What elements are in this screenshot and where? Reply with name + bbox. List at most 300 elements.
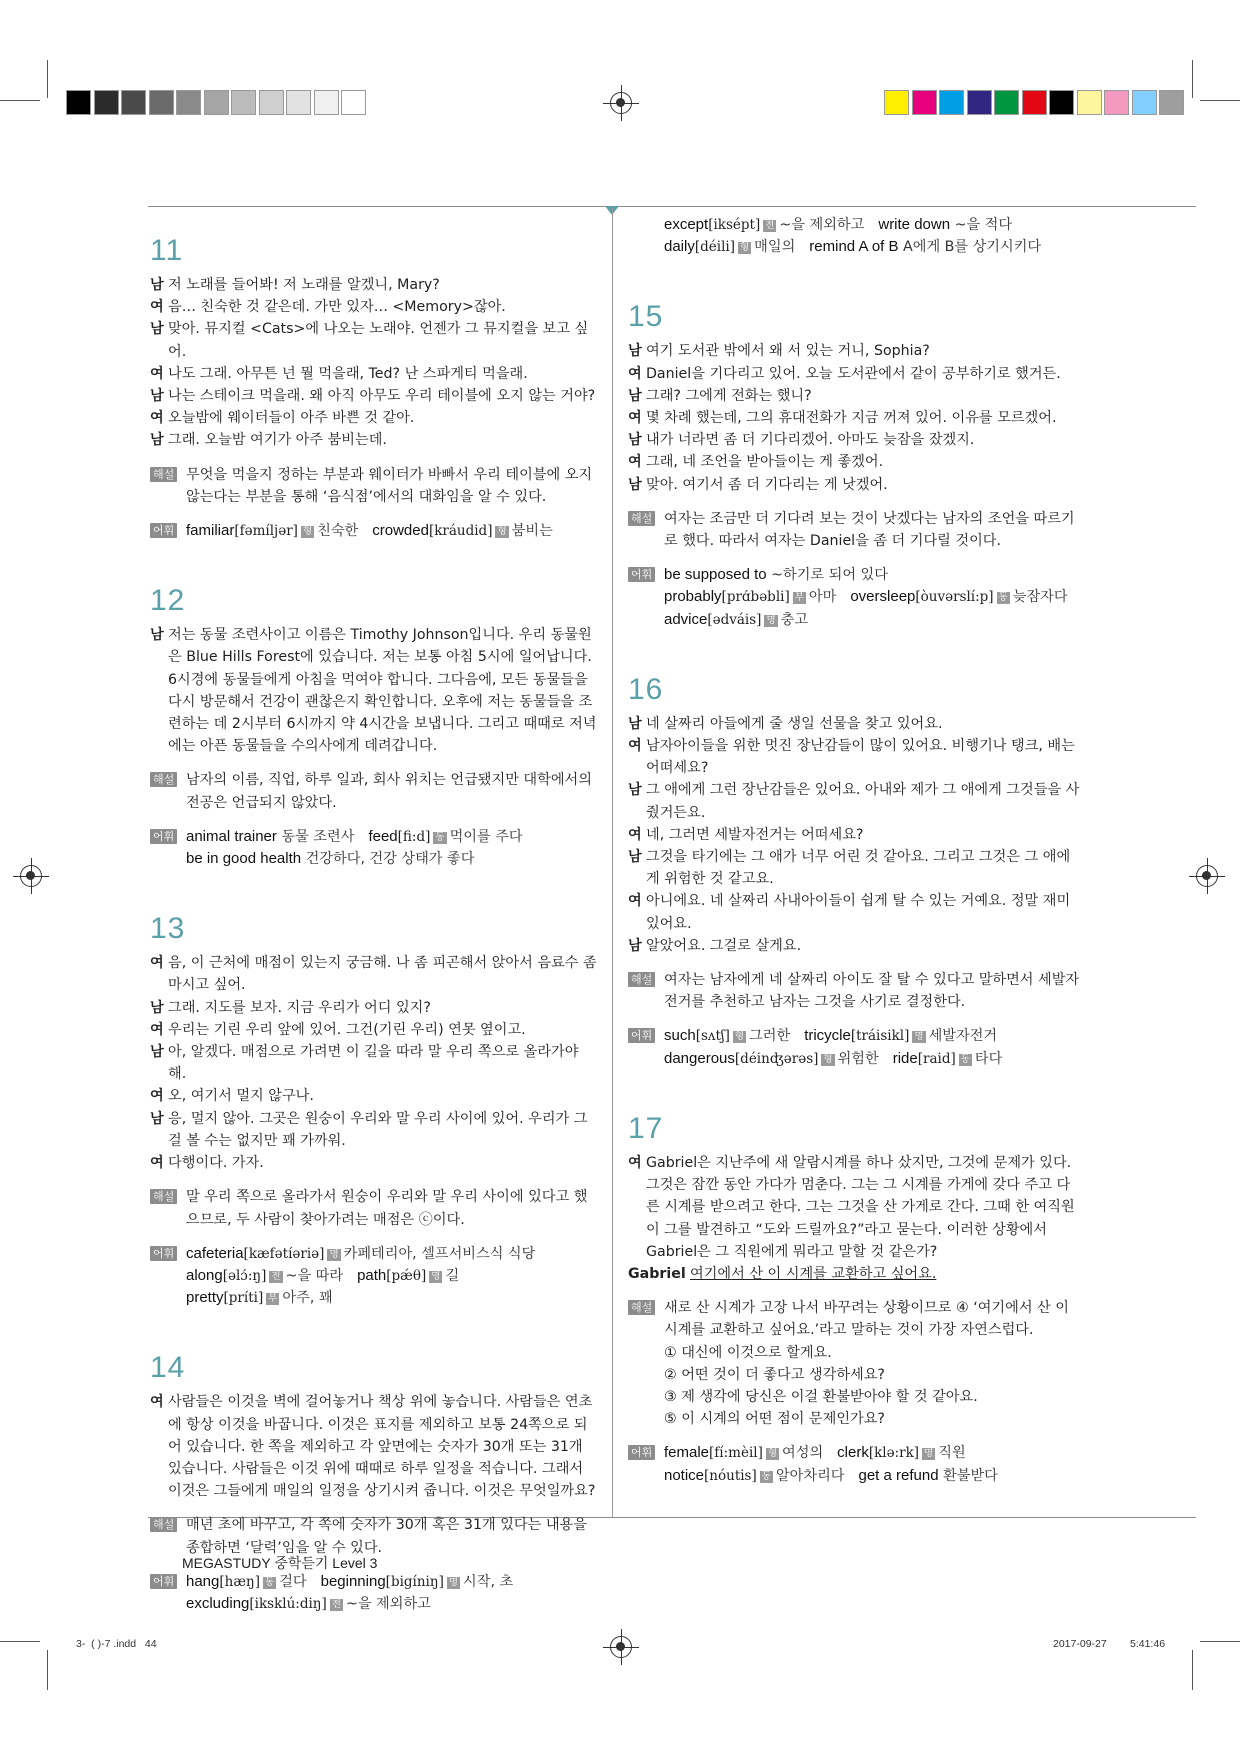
vocab-pronunciation: [prɑ́bəbli] xyxy=(721,589,790,606)
dialogue-text: 나는 스테이크 먹을래. 왜 아직 아무도 우리 테이블에 오지 않는 거야? xyxy=(168,388,596,405)
question-number: 15 xyxy=(628,300,664,334)
vocab-word: animal trainer xyxy=(186,827,277,845)
part-of-speech-badge: 형 xyxy=(767,1448,778,1460)
color-swatch xyxy=(121,90,146,115)
color-swatch xyxy=(259,90,284,115)
answer-line xyxy=(628,1263,1080,1285)
color-swatch xyxy=(939,90,964,115)
registration-mark-icon xyxy=(20,865,42,887)
explanation xyxy=(150,1186,598,1230)
vocab-meaning: 세발자전거 xyxy=(928,1028,998,1045)
dialogue-line xyxy=(628,890,1080,934)
vocab-meaning: A에게 B를 상기시키다 xyxy=(903,239,1042,256)
color-swatch xyxy=(149,90,174,115)
dialogue-line xyxy=(628,935,1080,957)
spacer xyxy=(628,496,1080,508)
vocab-meaning: 매일의 xyxy=(754,239,796,256)
vocab-meaning: 직원 xyxy=(938,1445,966,1462)
vocab-tag: 어휘 xyxy=(628,567,655,582)
dialogue-text: 알았어요. 그걸로 살게요. xyxy=(646,937,802,954)
vocab-row xyxy=(664,214,1080,236)
vocab-meaning: 아마 xyxy=(808,589,837,606)
vocab-pronunciation: [tráisikl] xyxy=(850,1028,910,1045)
speaker-label: 남 xyxy=(150,321,164,338)
vocab-meaning: 늦잠자다 xyxy=(1012,589,1068,606)
color-swatch xyxy=(1077,90,1102,115)
vocab-meaning: ~을 적다 xyxy=(954,217,1013,233)
speaker-label: 여 xyxy=(628,738,642,755)
vocab-meaning: 걸다 xyxy=(279,1573,307,1590)
dialogue-text: 몇 차례 했는데, 그의 휴대전화가 지금 꺼져 있어. 이유를 모르겠어. xyxy=(646,410,1057,427)
explanation-text: 남자의 이름, 직업, 하루 일과, 회사 위치는 언급됐지만 대학에서의 전공은 언급되지 않았다. xyxy=(186,772,592,811)
dialogue-text: 응, 멀지 않아. 그곳은 원숭이 우리와 말 우리 사이에 있어. 우리가 그걸 볼 수는 없지만 꽤 가까워. xyxy=(168,1110,588,1149)
speaker-label: 남 xyxy=(628,343,642,360)
color-swatch xyxy=(967,90,992,115)
part-of-speech-badge: 부 xyxy=(794,592,804,604)
vocab-block xyxy=(150,520,598,542)
vocab-pronunciation: [əlɔ́:ŋ] xyxy=(222,1267,267,1284)
vocab-pronunciation: [hæŋ] xyxy=(219,1573,260,1590)
dialogue-text: 여기 도서관 밖에서 왜 서 있는 거니, Sophia? xyxy=(646,343,930,360)
part-of-speech-badge: 명 xyxy=(914,1031,924,1043)
vocab-meaning: 그러한 xyxy=(749,1028,791,1045)
speaker-label: 여 xyxy=(150,365,164,382)
part-of-speech-badge: 형 xyxy=(739,242,750,254)
explanation-text: 여자는 조금만 더 기다려 보는 것이 낫겠다는 남자의 조언을 따르기로 했다. 따라서 여자는 Daniel을 좀 더 기다릴 것이다. xyxy=(664,510,1075,550)
dialogue-text: 오, 여기서 멀지 않구나. xyxy=(168,1088,314,1105)
vocab-meaning: 친숙한 xyxy=(317,523,359,540)
explanation-tag: 해설 xyxy=(628,972,655,987)
speaker-label: 여 xyxy=(628,454,642,471)
slug-date: 2017-09-27 xyxy=(1053,1638,1107,1650)
dialogue-line xyxy=(150,385,598,407)
dialogue-text: 그것을 타기에는 그 애가 너무 어린 것 같아요. 그리고 그것은 그 애에게 위험한 것 같고요. xyxy=(646,849,1071,888)
speaker-label: 남 xyxy=(150,1044,164,1061)
vocab-word: pretty xyxy=(186,1289,224,1307)
spacer xyxy=(150,1174,598,1186)
color-swatch xyxy=(341,90,366,115)
spacer xyxy=(150,1502,598,1514)
dialogue-line xyxy=(150,1085,598,1107)
crop-mark xyxy=(47,60,48,98)
speaker-label: 남 xyxy=(628,476,642,493)
vocab-word: write down xyxy=(878,216,951,233)
dialogue-line xyxy=(150,363,598,385)
dialogue-line xyxy=(150,429,598,451)
column-divider xyxy=(612,207,613,1517)
part-of-speech-badge: 형 xyxy=(734,1031,745,1043)
vocab-word: tricycle xyxy=(804,1027,851,1045)
dialogue-text: 음… 친숙한 것 같은데. 가만 있자… <Memory>잖아. xyxy=(168,299,506,316)
color-swatch xyxy=(94,90,119,115)
dialogue-text: 그래? 그에게 전화는 했니? xyxy=(646,387,812,404)
vocab-tag: 어휘 xyxy=(150,829,177,844)
question-number: 11 xyxy=(150,234,184,267)
dialogue-text: 맞아. 뮤지컬 <Cats>에 나오는 노래야. 언젠가 그 뮤지컬을 보고 싶어. xyxy=(168,321,589,360)
dialogue-text: Gabriel은 지난주에 새 알람시계를 하나 샀지만, 그것에 문제가 있다. 그것은 잠깐 동안 가다가 멈춘다. 그는 그 시계를 가게에 갖다 주고 다른 시계를 받으려고 한다. 그는 그것을 산 가게로 간다. 그때 한 여직원이 그를 발견하고 “도와 드릴까요?”라고 묻는다. 이러한 상황에서 Gabriel은 그 직원에게 뭐라고 말할 것 같은가? xyxy=(646,1154,1075,1260)
vocab-word: daily xyxy=(664,238,695,256)
part-of-speech-badge: 동 xyxy=(761,1470,771,1482)
vocab-pronunciation: [iksépt] xyxy=(708,217,761,233)
explanation-tag: 해설 xyxy=(628,511,655,526)
vocab-meaning: ~하기로 되어 있다 xyxy=(771,567,888,584)
vocab-row xyxy=(186,1593,598,1615)
explanation xyxy=(628,969,1080,1013)
dialogue-line xyxy=(628,363,1080,385)
explanation-tag: 해설 xyxy=(628,1300,655,1315)
dialogue-text: 아, 알겠다. 매점으로 가려면 이 길을 따라 말 우리 쪽으로 올라가야 해. xyxy=(168,1044,579,1083)
explanation-text: 무엇을 먹을지 정하는 부분과 웨이터가 바빠서 우리 테이블에 오지 않는다는 부분을 통해 ‘음식점’에서의 대화임을 알 수 있다. xyxy=(186,466,593,505)
part-of-speech-badge: 명 xyxy=(766,614,776,626)
vocab-row xyxy=(186,848,598,870)
part-of-speech-badge: 명 xyxy=(329,1248,339,1260)
vocab-word: path xyxy=(357,1266,387,1284)
speaker-label: 여 xyxy=(150,1088,164,1105)
spacer xyxy=(628,1430,1080,1442)
speaker-label: 남 xyxy=(628,432,642,449)
speaker-label: 남 xyxy=(628,387,642,404)
dialogue-line xyxy=(628,1152,1080,1263)
explanation xyxy=(628,508,1080,552)
dialogue-text: Daniel을 기다리고 있어. 오늘 도서관에서 같이 공부하기로 했거든. xyxy=(646,365,1061,382)
answer-choice: ② 어떤 것이 더 좋다고 생각하세요? xyxy=(664,1366,885,1383)
dialogue-text: 저 노래를 들어봐! 저 노래를 알겠니, Mary? xyxy=(168,277,440,293)
vocab-row xyxy=(664,1025,1080,1047)
vocab-meaning: 타다 xyxy=(974,1050,1003,1067)
vocab-word: cafeteria xyxy=(186,1244,244,1262)
part-of-speech-badge: 동 xyxy=(435,831,445,843)
vocab-block xyxy=(150,1571,598,1615)
speaker-label: 남 xyxy=(150,627,164,644)
spacer xyxy=(628,258,1080,300)
vocab-meaning: ~을 제외하고 xyxy=(779,217,865,233)
vocab-tag: 어휘 xyxy=(150,1246,177,1261)
part-of-speech-badge: 전 xyxy=(765,220,775,231)
explanation-text: 새로 산 시계가 고장 나서 바꾸려는 상황이므로 ④ ‘여기에서 산 이 시계를 교환하고 싶어요.’라고 말하는 것이 가장 자연스럽다. xyxy=(664,1300,1069,1339)
speaker-label: 여 xyxy=(628,893,642,910)
color-swatch xyxy=(1022,90,1047,115)
explanation-text: 여자는 남자에게 네 살짜리 아이도 잘 탈 수 있다고 말하면서 세발자전거를 추천하고 남자는 그것을 사기로 결정한다. xyxy=(664,972,1080,1011)
speaker-label: 여 xyxy=(150,955,164,972)
vocab-pronunciation: [déinʤərəs] xyxy=(734,1050,819,1067)
top-rule xyxy=(148,206,1196,207)
part-of-speech-badge: 전 xyxy=(331,1598,341,1610)
color-swatch xyxy=(912,90,937,115)
vocab-word: except xyxy=(664,216,709,233)
vocab-word: clerk xyxy=(837,1444,869,1462)
spacer xyxy=(628,631,1080,673)
vocab-word: familiar xyxy=(186,522,235,540)
vocab-block xyxy=(150,1243,598,1310)
vocab-word: get a refund xyxy=(858,1466,939,1484)
dialogue-line xyxy=(628,735,1080,779)
answer-text: 여기에서 산 이 시계를 교환하고 싶어요. xyxy=(690,1265,937,1282)
crop-mark xyxy=(1200,100,1240,101)
explanation-tag: 해설 xyxy=(150,772,177,787)
vocab-meaning: ~을 따라 xyxy=(285,1267,344,1284)
vocab-meaning: 충고 xyxy=(780,611,809,628)
speaker-label: 여 xyxy=(150,299,164,316)
dialogue-line xyxy=(150,624,598,757)
part-of-speech-badge: 형 xyxy=(823,1053,833,1065)
dialogue-line xyxy=(150,1152,598,1174)
slug-file: 3- ( )-7 .indd 44 xyxy=(76,1638,157,1650)
dialogue-text: 저는 동물 조련사이고 이름은 Timothy Johnson입니다. 우리 동물원은 Blue Hills Forest에 있습니다. 저는 보통 아침 5시에 일어납니다. 6시경에 동물들에게 아침을 먹여야 합니다. 그다음에, 모든 동물들을 다시 방문해서 건강이 괜찮은지 확인합니다. 오후에 저는 동물들을 조련하는 데 2시부터 6시까지 약 4시간을 보냅니다. 그리고 때때로 저녁에는 아픈 동물들을 수의사에게 데려갑니다. xyxy=(168,627,597,755)
vocab-row xyxy=(664,236,1080,258)
dialogue-line xyxy=(628,340,1080,362)
color-swatch xyxy=(314,90,339,115)
speaker-label: Gabriel xyxy=(628,1265,686,1282)
dialogue-line xyxy=(150,296,598,318)
vocab-row xyxy=(186,1571,598,1593)
crop-mark xyxy=(1192,60,1193,98)
vocab-row xyxy=(664,564,1080,586)
speaker-label: 남 xyxy=(628,849,642,866)
dialogue-line xyxy=(628,779,1080,823)
vocab-word: ride xyxy=(892,1049,918,1067)
vocab-word: advice xyxy=(664,610,708,628)
color-swatch xyxy=(884,90,909,115)
vocab-word: be supposed to xyxy=(664,566,767,584)
dialogue-text: 그래, 네 조언을 받아들이는 게 좋겠어. xyxy=(646,454,884,471)
part-of-speech-badge: 동 xyxy=(265,1576,275,1588)
dialogue-text: 그 애에게 그런 장난감들은 있어요. 아내와 제가 그 애에게 그것들을 사줬거든요. xyxy=(646,782,1080,821)
explanation-tag: 해설 xyxy=(150,1189,177,1204)
vocab-pronunciation: [bigíniŋ] xyxy=(385,1573,444,1590)
vocab-meaning: 동물 조련사 xyxy=(281,828,355,845)
vocab-pronunciation: [klə:rk] xyxy=(868,1445,920,1462)
vocab-row xyxy=(186,1287,598,1309)
vocab-row xyxy=(664,1465,1080,1487)
part-of-speech-badge: 동 xyxy=(998,592,1008,604)
speaker-label: 여 xyxy=(150,410,164,427)
speaker-label: 남 xyxy=(150,388,164,405)
slug-time: 5:41:46 xyxy=(1130,1638,1166,1650)
spacer xyxy=(150,542,598,584)
color-swatch xyxy=(176,90,201,115)
dialogue-line xyxy=(628,429,1080,451)
vocab-pronunciation: [fí:mèil] xyxy=(709,1445,763,1462)
explanation-tag: 해설 xyxy=(150,467,177,482)
vocab-pronunciation: [ədváis] xyxy=(707,611,762,628)
registration-mark-icon xyxy=(1196,865,1218,887)
spacer xyxy=(150,870,598,912)
spacer xyxy=(150,452,598,464)
continued-vocab xyxy=(628,214,1080,258)
vocab-meaning: 먹이를 주다 xyxy=(449,828,523,845)
vocab-meaning: ~을 제외하고 xyxy=(345,1595,431,1612)
answer-choice: ⑤ 이 시계의 어떤 점이 문제인가요? xyxy=(664,1411,885,1428)
crop-mark xyxy=(1192,1650,1193,1690)
vocab-word: dangerous xyxy=(664,1049,735,1067)
color-swatch xyxy=(994,90,1019,115)
dialogue-line xyxy=(628,407,1080,429)
speaker-label: 남 xyxy=(628,937,642,954)
color-swatch xyxy=(1104,90,1129,115)
right-column xyxy=(628,216,1080,1487)
vocab-pronunciation: [kráudid] xyxy=(428,523,493,540)
question-number: 12 xyxy=(150,584,186,618)
dialogue-text: 남자아이들을 위한 멋진 장난감들이 많이 있어요. 비행기나 탱크, 배는 어떠세요? xyxy=(646,738,1075,777)
vocab-meaning: 붐비는 xyxy=(511,523,553,540)
vocab-tag: 어휘 xyxy=(150,1574,177,1589)
vocab-pronunciation: [pǽθ] xyxy=(386,1267,427,1284)
dialogue-text: 음, 이 근처에 매점이 있는지 궁금해. 나 좀 피곤해서 앉아서 음료수 좀 마시고 싶어. xyxy=(168,955,597,994)
dialogue-text: 사람들은 이것을 벽에 걸어놓거나 책상 위에 놓습니다. 사람들은 연초에 항상 이것을 바꿉니다. 이것은 표지를 제외하고 보통 24쪽으로 되어 있습니다. 한 쪽을 제외하고 각 앞면에는 숫자가 30개 또는 31개 있습니다. 사람들은 이것 위에 때때로 하루 일정을 적습니다. 그래서 이것은 그들에게 매일의 일정을 상기시켜 줍니다. 이것은 무엇일까요? xyxy=(168,1394,596,1500)
vocab-meaning: 카페테리아, 셀프서비스식 식당 xyxy=(343,1245,536,1262)
part-of-speech-badge: 명 xyxy=(448,1576,459,1588)
speaker-label: 남 xyxy=(150,277,164,293)
spacer xyxy=(628,1013,1080,1025)
vocab-row xyxy=(186,520,598,542)
explanation-text: 말 우리 쪽으로 올라가서 원숭이 우리와 말 우리 사이에 있다고 했으므로, 두 사람이 찾아가려는 매점은 ⓒ이다. xyxy=(186,1189,588,1228)
color-swatch xyxy=(231,90,256,115)
explanation xyxy=(150,769,598,813)
dialogue-line xyxy=(628,824,1080,846)
spacer xyxy=(150,508,598,520)
color-swatch xyxy=(1132,90,1157,115)
vocab-meaning: 시작, 초 xyxy=(463,1573,514,1590)
vocab-meaning: 위험한 xyxy=(837,1050,879,1067)
vocab-word: female xyxy=(664,1444,710,1462)
vocab-meaning: 환불받다 xyxy=(943,1467,998,1484)
spacer xyxy=(150,757,598,769)
dialogue-line xyxy=(150,1019,598,1041)
vocab-row xyxy=(186,1265,598,1287)
dialogue-line xyxy=(150,952,598,996)
vocab-word: be in good health xyxy=(186,850,302,868)
color-swatch xyxy=(1049,90,1074,115)
vocab-meaning: 여성의 xyxy=(782,1445,824,1462)
vocab-pronunciation: [fi:d] xyxy=(397,828,431,845)
vocab-word: crowded xyxy=(372,522,429,540)
spacer xyxy=(150,1231,598,1243)
explanation xyxy=(628,1297,1080,1341)
dialogue-text: 아니에요. 네 살짜리 사내아이들이 쉽게 탈 수 있는 거예요. 정말 재미있어요. xyxy=(646,893,1071,932)
footer-book-title: MEGASTUDY 중학듣기 Level 3 xyxy=(182,1555,378,1571)
vocab-row xyxy=(186,826,598,848)
vocab-word: hang xyxy=(186,1572,220,1590)
speaker-label: 남 xyxy=(628,782,642,799)
vocab-row xyxy=(664,1048,1080,1070)
vocab-row xyxy=(664,586,1080,608)
speaker-label: 여 xyxy=(150,1155,164,1172)
dialogue-text: 그래. 오늘밤 여기가 아주 붐비는데. xyxy=(168,432,387,449)
answer-choice: ③ 제 생각에 당신은 이걸 환불받아야 할 것 같아요. xyxy=(664,1388,978,1405)
vocab-tag: 어휘 xyxy=(150,523,177,538)
vocab-block xyxy=(628,214,1080,258)
dialogue-text: 그래. 지도를 보자. 지금 우리가 어디 있지? xyxy=(168,999,431,1016)
speaker-label: 여 xyxy=(628,826,642,843)
vocab-word: beginning xyxy=(320,1572,386,1590)
vocab-pronunciation: [fəmíljər] xyxy=(234,523,298,540)
explanation xyxy=(150,464,598,508)
dialogue-line xyxy=(150,407,598,429)
dialogue-line xyxy=(628,713,1080,735)
vocab-pronunciation: [nóutis] xyxy=(704,1467,757,1484)
speaker-label: 여 xyxy=(150,1021,164,1038)
vocab-pronunciation: [òuvərslí:p] xyxy=(915,589,994,606)
vocab-pronunciation: [déili] xyxy=(694,239,735,256)
dialogue-text: 네 살짜리 아들에게 줄 생일 선물을 찾고 있어요. xyxy=(646,715,943,732)
dialogue-line xyxy=(150,318,598,362)
vocab-word: oversleep xyxy=(850,588,916,606)
dialogue-line xyxy=(628,846,1080,890)
part-of-speech-badge: 전 xyxy=(271,1270,281,1282)
dialogue-line xyxy=(628,474,1080,496)
question-number: 14 xyxy=(150,1351,186,1385)
vocab-word: feed xyxy=(368,827,398,845)
spacer xyxy=(150,1309,598,1351)
vocab-word: such xyxy=(664,1027,696,1045)
vocab-row xyxy=(664,609,1080,631)
dialogue-text: 맞아. 여기서 좀 더 기다리는 게 낫겠어. xyxy=(646,476,888,493)
dialogue-line xyxy=(150,997,598,1019)
left-column xyxy=(150,234,598,1615)
part-of-speech-badge: 형 xyxy=(497,526,507,538)
dialogue-line xyxy=(628,451,1080,473)
vocab-word: probably xyxy=(664,588,722,606)
vocab-row xyxy=(186,1243,598,1265)
dialogue-line xyxy=(150,1108,598,1152)
answer-choice: ① 대신에 이것으로 할게요. xyxy=(664,1344,832,1361)
dialogue-line xyxy=(150,1041,598,1085)
vocab-pronunciation: [kæfətíəriə] xyxy=(243,1245,325,1262)
dialogue-text: 우리는 기린 우리 앞에 있어. 그건(기린 우리) 연못 옆이고. xyxy=(168,1021,526,1038)
vocab-pronunciation: [príti] xyxy=(223,1290,264,1307)
vocab-block xyxy=(150,826,598,870)
vocab-tag: 어휘 xyxy=(628,1028,655,1043)
explanation-text: 매년 초에 바꾸고, 각 쪽에 숫자가 30개 혹은 31개 있다는 내용을 종합하면 ‘달력’임을 알 수 있다. xyxy=(186,1517,587,1556)
question-number: 16 xyxy=(628,672,664,706)
vocab-pronunciation: [sʌtʃ] xyxy=(695,1028,730,1045)
dialogue-line xyxy=(150,1391,598,1502)
dialogue-line xyxy=(150,274,598,296)
vocab-meaning: 길 xyxy=(445,1267,460,1284)
color-swatch xyxy=(1159,90,1184,115)
spacer xyxy=(628,552,1080,564)
registration-mark-icon xyxy=(610,92,632,114)
vocab-block xyxy=(628,1442,1080,1486)
speaker-label: 남 xyxy=(150,432,164,449)
crop-mark xyxy=(1200,1641,1240,1642)
vocab-meaning: 아주, 꽤 xyxy=(282,1290,333,1307)
vocab-row xyxy=(664,1442,1080,1464)
part-of-speech-badge: 부 xyxy=(268,1293,278,1305)
vocab-word: remind A of B xyxy=(809,238,899,256)
spacer xyxy=(628,1285,1080,1297)
color-swatch xyxy=(204,90,229,115)
spacer xyxy=(150,814,598,826)
color-swatch xyxy=(286,90,311,115)
speaker-label: 여 xyxy=(628,410,642,427)
speaker-label: 여 xyxy=(150,1394,164,1411)
speaker-label: 남 xyxy=(628,715,642,732)
question-number: 17 xyxy=(628,1111,664,1145)
dialogue-text: 네, 그러면 세발자전거는 어떠세요? xyxy=(646,826,864,843)
part-of-speech-badge: 동 xyxy=(960,1053,970,1065)
speaker-label: 남 xyxy=(150,1110,164,1127)
vocab-meaning: 건강하다, 건강 상태가 좋다 xyxy=(305,851,475,868)
dialogue-text: 나도 그래. 아무튼 넌 뭘 먹을래, Ted? 난 스파게티 먹을래. xyxy=(168,365,528,382)
vocab-word: excluding xyxy=(186,1594,250,1612)
dialogue-text: 다행이다. 가자. xyxy=(168,1155,264,1172)
explanation-tag: 해설 xyxy=(150,1517,177,1532)
part-of-speech-badge: 형 xyxy=(302,526,313,538)
spacer xyxy=(628,957,1080,969)
part-of-speech-badge: 명 xyxy=(924,1448,934,1460)
crop-mark xyxy=(0,100,40,101)
